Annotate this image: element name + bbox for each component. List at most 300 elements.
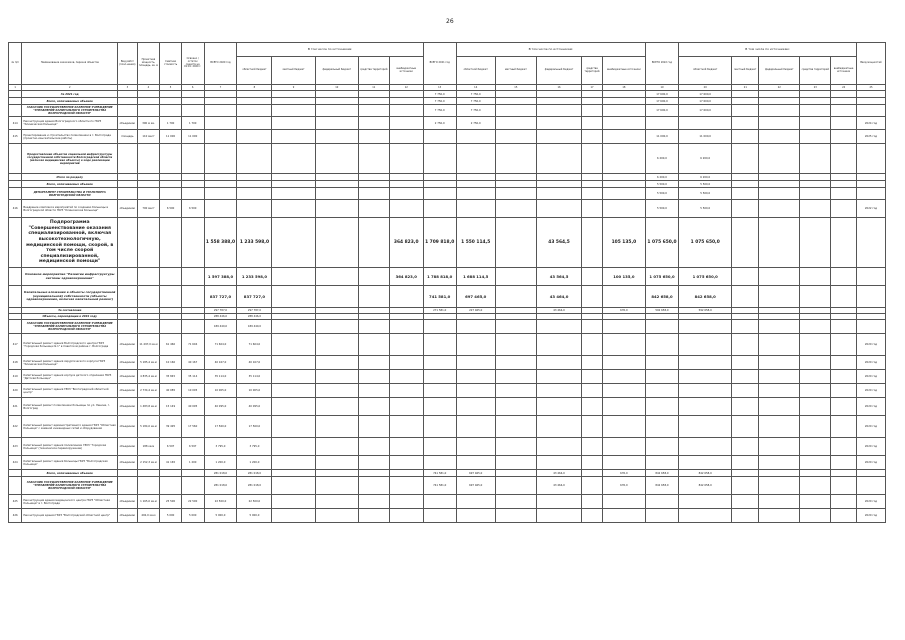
- row-value-2020: [237, 91, 272, 98]
- row-name: Капитальный ремонт здания больницы ГБУЗ "Волгоградская больница": [22, 456, 118, 470]
- column-index: 8: [237, 85, 272, 91]
- row-value-2021: [536, 356, 581, 370]
- row-fin: 35 114: [181, 370, 204, 384]
- row-value-2020: 71 604,0: [237, 334, 272, 356]
- row-value-2020: [315, 334, 358, 356]
- row-value-2020: [389, 91, 423, 98]
- summary-value-2021: 1 688 114,5: [456, 268, 495, 286]
- row-total-2020: 3 795,0: [204, 438, 237, 456]
- table-row: [9, 477, 886, 495]
- row-value-2022: [800, 398, 831, 416]
- row-value-2020: 40 167,0: [237, 356, 272, 370]
- row-value-2022: [800, 188, 831, 200]
- row-value-2021: [536, 416, 581, 438]
- row-type: [118, 477, 138, 495]
- row-value-2020: 10 005,0: [237, 384, 272, 398]
- row-value-2020: [272, 144, 315, 174]
- row-value-2020: 281 018,0: [237, 477, 272, 495]
- header-source: средства территорий: [358, 57, 389, 85]
- row-value-2022: [732, 398, 759, 416]
- row-value-2022: 17 600,0: [678, 98, 732, 105]
- row-value-2021: [582, 438, 603, 456]
- table-row: [9, 144, 886, 174]
- row-value-2022: [759, 174, 800, 181]
- table-cell: [137, 218, 160, 268]
- row-value-2022: [732, 130, 759, 144]
- summary-total-2022: 1 075 650,0: [646, 268, 679, 286]
- header-source: внебюджетные источники: [831, 57, 857, 85]
- row-power: [137, 320, 160, 334]
- row-total-2020: [204, 181, 237, 188]
- header-total-2020: ВСЕГО 2020 год: [204, 43, 237, 85]
- row-value-2022: [831, 438, 857, 456]
- row-power: 700 мест: [137, 200, 160, 218]
- row-value-2020: 17 560,0: [237, 416, 272, 438]
- row-name: Итого по разделу: [22, 174, 118, 181]
- table-row: [9, 200, 886, 218]
- row-type: объединяю: [118, 117, 138, 130]
- row-value-2021: [456, 320, 495, 334]
- row-value-2021: 7 750,0: [456, 91, 495, 98]
- row-type: объединяю: [118, 398, 138, 416]
- row-value-2021: [536, 130, 581, 144]
- summary-value-2022: [831, 268, 857, 286]
- row-type: площадь: [118, 130, 138, 144]
- row-type: [118, 174, 138, 181]
- row-value-2020: [237, 98, 272, 105]
- column-index: 1: [9, 85, 22, 91]
- row-value-2020: [237, 188, 272, 200]
- row-value-2022: [800, 370, 831, 384]
- row-value-2022: [800, 320, 831, 334]
- row-cost: 5 000: [160, 509, 182, 523]
- table-row: [9, 181, 886, 188]
- row-value-2020: [315, 384, 358, 398]
- row-value-2020: [237, 181, 272, 188]
- row-value-2020: [389, 200, 423, 218]
- row-total-2020: 35 114,0: [204, 370, 237, 384]
- row-total-2021: 741 581,0: [423, 470, 456, 477]
- header-total-2022: ВСЕГО 2022 год: [646, 43, 679, 85]
- row-total-2022: [646, 509, 679, 523]
- row-value-2022: [732, 188, 759, 200]
- column-index: 19: [646, 85, 679, 91]
- row-value-2022: [800, 438, 831, 456]
- row-value-2020: [389, 98, 423, 105]
- row-value-2020: [358, 370, 389, 384]
- row-value-2022: [831, 370, 857, 384]
- row-value-2021: [495, 200, 536, 218]
- row-value-2020: 5 000,0: [237, 509, 272, 523]
- row-term: 2020 год: [856, 334, 885, 356]
- table-cell: [181, 268, 204, 286]
- column-index: 2: [22, 85, 118, 91]
- row-value-2021: [456, 188, 495, 200]
- row-name: Проектирование и строительство поликлиники в г. Волгограде (проектно-изыскательские работы): [22, 130, 118, 144]
- row-value-2020: [272, 398, 315, 416]
- summary-value-2021: [582, 218, 603, 268]
- header-total-2021: ВСЕГО 2021 год: [423, 43, 456, 85]
- header-source: местный бюджет: [495, 57, 536, 85]
- row-value-2022: [732, 105, 759, 117]
- row-total-2021: [423, 416, 456, 438]
- table-cell: [181, 286, 204, 308]
- row-value-2020: [315, 320, 358, 334]
- row-value-2020: [389, 495, 423, 509]
- table-row: [9, 188, 886, 200]
- row-value-2021: [602, 398, 645, 416]
- row-value-2021: [495, 98, 536, 105]
- investment-table: [8, 42, 886, 523]
- row-value-2020: 35 114,0: [237, 370, 272, 384]
- row-total-2022: 6 200,0: [646, 144, 679, 174]
- row-value-2021: [495, 438, 536, 456]
- row-value-2022: [800, 456, 831, 470]
- summary-total-2021: 741 581,0: [423, 286, 456, 308]
- row-value-2022: [732, 477, 759, 495]
- row-term: [856, 470, 885, 477]
- column-index: 9: [272, 85, 315, 91]
- row-total-2022: 17 600,0: [646, 98, 679, 105]
- summary-total-2021: 1 788 818,0: [423, 268, 456, 286]
- row-total-2021: [423, 130, 456, 144]
- header-cost: Сметная стоимость: [160, 43, 182, 85]
- row-value-2021: [602, 509, 645, 523]
- table-row: [9, 438, 886, 456]
- row-value-2020: [389, 370, 423, 384]
- row-value-2022: [732, 370, 759, 384]
- row-value-2021: [495, 320, 536, 334]
- row-value-2021: 635,0: [602, 470, 645, 477]
- row-value-2022: [759, 456, 800, 470]
- summary-value-2021: 43 564,5: [536, 218, 581, 268]
- row-total-2020: 297 787,0: [204, 308, 237, 314]
- row-total-2021: 741 581,0: [423, 477, 456, 495]
- row-term: 2020 год: [856, 495, 885, 509]
- row-power: [137, 188, 160, 200]
- row-value-2022: [732, 200, 759, 218]
- row-value-2021: [582, 370, 603, 384]
- row-power: [137, 105, 160, 117]
- summary-name: Основное мероприятие "Развитие инфраструктуры системы здравоохранения": [22, 268, 118, 286]
- row-fin: [181, 320, 204, 334]
- row-value-2021: [456, 384, 495, 398]
- row-name: ЗАКАЗЧИК ГОСУДАРСТВЕННОЕ КАЗЕННОЕ УЧРЕЖДЕНИЕ "УПРАВЛЕНИЕ КАПИТАЛЬНОГО СТРОИТЕЛЬСТВА ВОЛГОГРАДСКОЙ ОБЛАСТИ": [22, 105, 118, 117]
- row-value-2021: [602, 356, 645, 370]
- row-value-2022: [732, 117, 759, 130]
- row-total-2020: [204, 105, 237, 117]
- row-value-2022: [678, 456, 732, 470]
- row-value-2021: [582, 334, 603, 356]
- row-value-2020: [389, 477, 423, 495]
- row-value-2020: [237, 130, 272, 144]
- row-number: [9, 268, 22, 286]
- row-value-2020: [272, 130, 315, 144]
- row-cost: [160, 144, 182, 174]
- row-total-2020: [204, 144, 237, 174]
- summary-value-2020: 1 233 598,0: [237, 268, 272, 286]
- row-value-2022: [831, 130, 857, 144]
- row-value-2020: [315, 438, 358, 456]
- row-value-2021: [582, 398, 603, 416]
- row-value-2022: [732, 438, 759, 456]
- row-value-2022: [759, 416, 800, 438]
- row-value-2021: [456, 509, 495, 523]
- row-value-2021: [602, 117, 645, 130]
- row-value-2022: [800, 384, 831, 398]
- row-value-2022: [678, 416, 732, 438]
- row-power: 11 497,0 кв.м: [137, 334, 160, 356]
- row-total-2022: [646, 320, 679, 334]
- row-value-2021: 635,0: [602, 477, 645, 495]
- row-type: объединяю: [118, 438, 138, 456]
- row-value-2021: [456, 370, 495, 384]
- row-name: Капитальный ремонт административного здания ГБУЗ "Областная больница" с заменой инженерных сетей и оборудования: [22, 416, 118, 438]
- row-total-2022: 842 658,0: [646, 477, 679, 495]
- row-total-2022: 6 200,0: [646, 174, 679, 181]
- column-index: 6: [181, 85, 204, 91]
- row-value-2020: [389, 130, 423, 144]
- row-total-2020: [204, 117, 237, 130]
- summary-value-2020: [315, 268, 358, 286]
- summary-value-2020: [272, 286, 315, 308]
- row-value-2021: [456, 356, 495, 370]
- row-total-2022: 5 500,0: [646, 181, 679, 188]
- row-value-2022: [759, 384, 800, 398]
- row-power: [137, 91, 160, 98]
- row-total-2020: [204, 130, 237, 144]
- row-value-2020: 22 500,0: [237, 495, 272, 509]
- row-value-2022: [800, 144, 831, 174]
- row-value-2020: [358, 398, 389, 416]
- row-total-2020: 5 000,0: [204, 509, 237, 523]
- summary-name: Капитальные вложения в объекты государственной (муниципальной) собственности (объекты здравоохранения, включая капитальный ремонт): [22, 286, 118, 308]
- row-value-2020: [389, 181, 423, 188]
- table-row: [9, 174, 886, 181]
- table-cell: [118, 286, 138, 308]
- summary-value-2022: [759, 286, 800, 308]
- column-index: 7: [204, 85, 237, 91]
- row-fin: 71 604: [181, 334, 204, 356]
- summary-total-2022: 1 075 650,0: [646, 218, 679, 268]
- row-type: объединяю: [118, 370, 138, 384]
- row-value-2021: 7 750,0: [456, 105, 495, 117]
- row-value-2020: [358, 470, 389, 477]
- row-value-2021: [602, 495, 645, 509]
- row-value-2021: [582, 144, 603, 174]
- row-number: [9, 98, 22, 105]
- row-value-2021: [582, 320, 603, 334]
- summary-value-2022: [732, 268, 759, 286]
- row-power: 188 кв.м: [137, 438, 160, 456]
- row-value-2022: [831, 174, 857, 181]
- row-total-2022: 5 500,0: [646, 188, 679, 200]
- row-value-2020: [358, 181, 389, 188]
- row-value-2022: [831, 334, 857, 356]
- row-value-2021: [495, 509, 536, 523]
- row-value-2021: [495, 477, 536, 495]
- row-term: 2020 год: [856, 384, 885, 398]
- row-power: 110 мест: [137, 130, 160, 144]
- row-number: [9, 91, 22, 98]
- row-number: [9, 218, 22, 268]
- row-total-2021: [423, 188, 456, 200]
- row-type: объединяю: [118, 200, 138, 218]
- row-value-2020: [358, 174, 389, 181]
- row-total-2020: 288 446,0: [204, 314, 237, 320]
- row-name: ЗАКАЗЧИК ГОСУДАРСТВЕННОЕ КАЗЕННОЕ УЧРЕЖДЕНИЕ "УПРАВЛЕНИЕ КАПИТАЛЬНОГО СТРОИТЕЛЬСТВА ВОЛГОГРАДСКОЙ ОБЛАСТИ": [22, 320, 118, 334]
- row-value-2021: [536, 438, 581, 456]
- table-cell: [160, 268, 182, 286]
- header-source: областной бюджет: [237, 57, 272, 85]
- row-value-2020: [358, 438, 389, 456]
- table-row: [9, 98, 886, 105]
- header-source: федеральный бюджет: [759, 57, 800, 85]
- row-power: 492,0 кв.м: [137, 509, 160, 523]
- row-value-2020: [315, 470, 358, 477]
- row-value-2021: [495, 356, 536, 370]
- column-index: 5: [160, 85, 182, 91]
- row-value-2021: 2 750,0: [456, 117, 495, 130]
- row-value-2021: [495, 117, 536, 130]
- row-value-2021: [582, 416, 603, 438]
- row-value-2022: [759, 144, 800, 174]
- row-total-2021: [423, 181, 456, 188]
- table-row: [9, 105, 886, 117]
- header-type: Вид работ (поэл-нения): [118, 43, 138, 85]
- row-value-2022: [732, 416, 759, 438]
- row-value-2021: [456, 495, 495, 509]
- row-number: [9, 144, 22, 174]
- row-term: 2025 год: [856, 130, 885, 144]
- row-value-2021: 697 465,0: [456, 477, 495, 495]
- row-power: [137, 181, 160, 188]
- row-fin: [181, 98, 204, 105]
- row-value-2021: [602, 144, 645, 174]
- row-name: ЗАКАЗЧИК ГОСУДАРСТВЕННОЕ КАЗЕННОЕ УЧРЕЖДЕНИЕ "УПРАВЛЕНИЕ КАПИТАЛЬНОГО СТРОИТЕЛЬСТВА ВОЛГОГРАДСКОЙ ОБЛАСТИ": [22, 477, 118, 495]
- row-value-2020: [358, 356, 389, 370]
- row-value-2020: [315, 356, 358, 370]
- table-cell: [137, 268, 160, 286]
- table-cell: [160, 218, 182, 268]
- row-value-2022: 5 500,0: [678, 188, 732, 200]
- row-value-2020: [358, 509, 389, 523]
- row-value-2020: [389, 105, 423, 117]
- row-value-2020: [315, 105, 358, 117]
- row-cost: 11 000: [160, 130, 182, 144]
- row-value-2020: [272, 200, 315, 218]
- row-value-2022: 842 658,0: [678, 477, 732, 495]
- summary-value-2020: [272, 268, 315, 286]
- column-index: 23: [800, 85, 831, 91]
- row-value-2020: [315, 98, 358, 105]
- row-number: 416: [9, 200, 22, 218]
- row-value-2020: [272, 356, 315, 370]
- row-total-2021: 7 750,0: [423, 91, 456, 98]
- row-value-2021: [456, 438, 495, 456]
- row-name: ДЕПАРТАМЕНТ СТРОИТЕЛЬСТВА И ТРАНСПОРТА ВОЛГОГРАДСКОЙ ОБЛАСТИ: [22, 188, 118, 200]
- row-value-2020: [272, 370, 315, 384]
- row-value-2022: [759, 105, 800, 117]
- row-value-2020: [389, 470, 423, 477]
- table-row: [9, 91, 886, 98]
- row-total-2022: [646, 370, 679, 384]
- row-value-2021: [602, 174, 645, 181]
- row-value-2021: [582, 117, 603, 130]
- table-row: [9, 456, 886, 470]
- row-value-2021: [495, 384, 536, 398]
- row-value-2022: [800, 356, 831, 370]
- row-value-2021: [582, 181, 603, 188]
- row-value-2021: [582, 91, 603, 98]
- row-type: [118, 470, 138, 477]
- row-value-2022: [732, 495, 759, 509]
- row-value-2021: [536, 370, 581, 384]
- row-value-2021: [536, 174, 581, 181]
- row-value-2022: [732, 98, 759, 105]
- row-value-2020: [272, 416, 315, 438]
- row-term: [856, 144, 885, 174]
- row-total-2020: [204, 200, 237, 218]
- row-value-2022: [800, 91, 831, 98]
- row-type: [118, 91, 138, 98]
- row-total-2021: 271 581,0: [423, 308, 456, 314]
- row-value-2022: [678, 398, 732, 416]
- row-term: 2020 год: [856, 438, 885, 456]
- summary-value-2022: [759, 218, 800, 268]
- row-name: Объекты, переходящие в 2019 году: [22, 314, 118, 320]
- row-total-2021: [423, 384, 456, 398]
- table-cell: [160, 286, 182, 308]
- row-total-2020: [204, 174, 237, 181]
- summary-value-2021: [495, 268, 536, 286]
- table-cell: [856, 218, 885, 268]
- row-value-2020: [315, 130, 358, 144]
- row-term: 2020 год: [856, 416, 885, 438]
- row-value-2022: 17 600,0: [678, 105, 732, 117]
- row-name: Капитальный ремонт здания корпуса детского отделения ГБУЗ "Детская больница": [22, 370, 118, 384]
- row-value-2022: [732, 320, 759, 334]
- row-value-2022: [831, 91, 857, 98]
- row-type: объединяю: [118, 384, 138, 398]
- row-value-2022: [732, 144, 759, 174]
- row-cost: 40 085: [160, 384, 182, 398]
- row-value-2020: [272, 181, 315, 188]
- row-value-2021: [536, 98, 581, 105]
- row-cost: 39 495: [160, 416, 182, 438]
- row-type: [118, 98, 138, 105]
- header-group-2021: В том числе по источникам:: [456, 43, 645, 57]
- row-type: [118, 105, 138, 117]
- row-value-2020: [358, 105, 389, 117]
- summary-value-2021: 1 550 114,5: [456, 218, 495, 268]
- row-total-2021: [423, 144, 456, 174]
- row-value-2020: [389, 174, 423, 181]
- row-number: 417: [9, 334, 22, 356]
- row-value-2021: [536, 456, 581, 470]
- row-cost: 35 845: [160, 370, 182, 384]
- row-total-2020: [204, 98, 237, 105]
- row-value-2021: [582, 105, 603, 117]
- row-name: За 2021 год: [22, 91, 118, 98]
- row-name: Реконструкция здания медицинского центра ГБУЗ "Областная больница" в г. Волгограде: [22, 495, 118, 509]
- row-term: 2020 год: [856, 398, 885, 416]
- row-value-2022: [831, 144, 857, 174]
- row-value-2022: 6 200,0: [678, 174, 732, 181]
- row-value-2022: [800, 416, 831, 438]
- row-value-2020: [237, 200, 272, 218]
- summary-total-2020: 1 558 388,0: [204, 218, 237, 268]
